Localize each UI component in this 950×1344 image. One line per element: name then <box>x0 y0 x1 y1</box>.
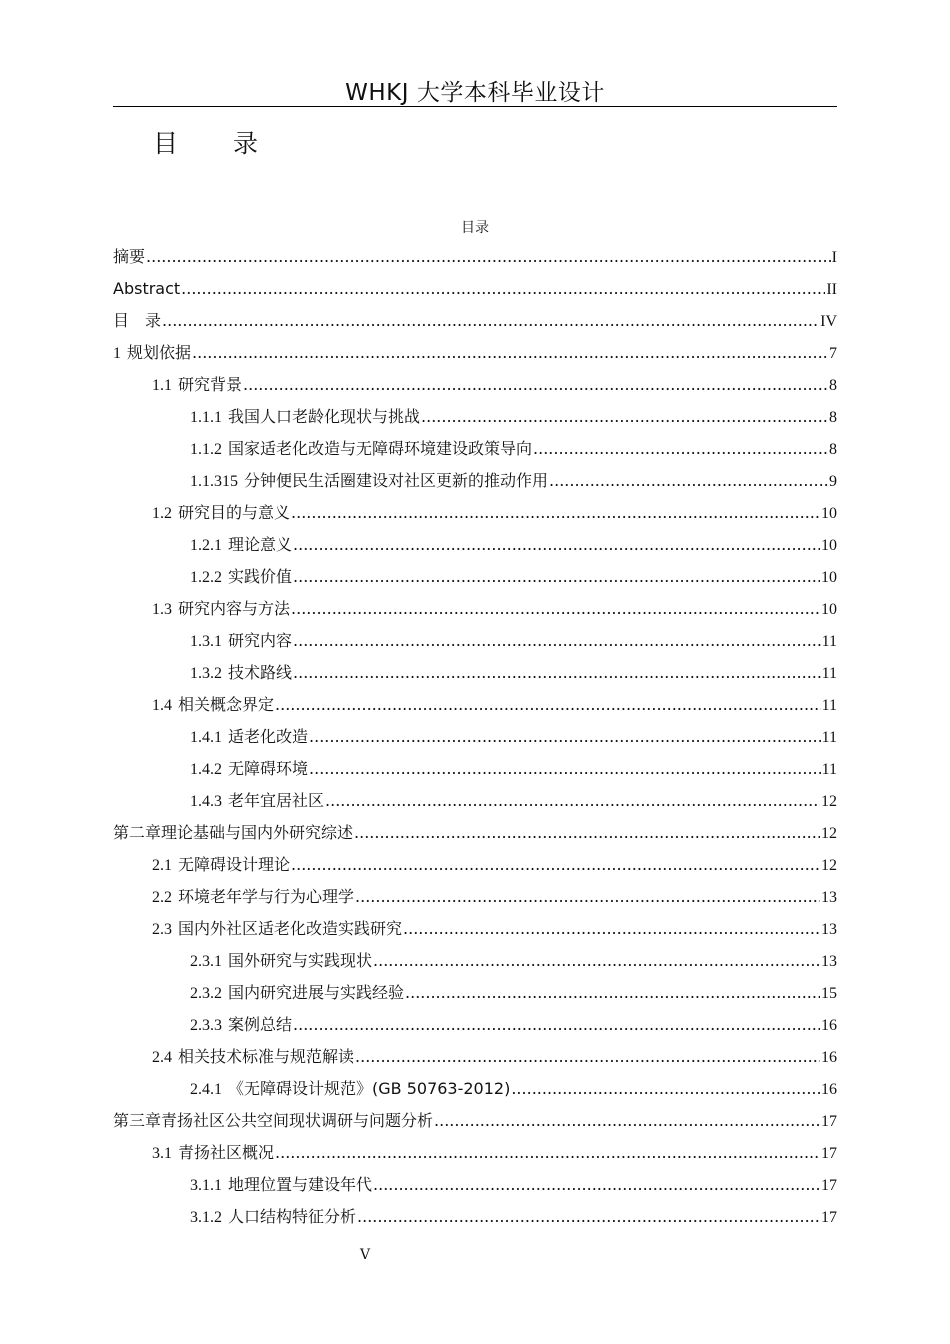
toc-dot-leader <box>357 1201 820 1233</box>
toc-entry-page: 11 <box>821 697 837 714</box>
toc-entry[interactable] <box>113 753 837 785</box>
toc-entry-page: 16 <box>821 1017 837 1034</box>
toc-entry-page: 15 <box>821 985 837 1002</box>
toc-dot-leader <box>181 273 825 305</box>
toc-entry-number: 1.1 <box>152 377 172 394</box>
toc-entry-label <box>152 369 242 402</box>
toc-entry[interactable] <box>113 529 837 561</box>
toc-entry[interactable] <box>113 689 837 721</box>
toc-entry-page: 11 <box>821 729 837 746</box>
toc-entry-label <box>190 529 292 562</box>
toc-caption: 目录 <box>461 220 489 236</box>
toc-entry-title: 目 录 <box>113 311 162 330</box>
toc-entry[interactable] <box>113 1169 837 1201</box>
toc-dot-leader <box>309 753 821 785</box>
toc-entry-label <box>190 1009 292 1042</box>
toc-entry-number: 1.1.315 <box>190 473 238 490</box>
toc-dot-leader <box>373 945 820 977</box>
toc-entry-page: 8 <box>829 409 837 426</box>
toc-entry-page: 10 <box>821 601 837 618</box>
toc-entry-title: 第三章青扬社区公共空间现状调研与问题分析 <box>113 1111 434 1130</box>
toc-entry-number: 1.3.2 <box>190 665 222 682</box>
toc-entry-number: 1.4.3 <box>190 793 222 810</box>
toc-entry-title: 国内研究进展与实践经验 <box>228 983 405 1002</box>
toc-dot-leader <box>434 1105 820 1137</box>
toc-entry[interactable] <box>113 1137 837 1169</box>
toc-entry-title: 实践价值 <box>228 567 293 586</box>
toc-entry-label <box>152 593 290 626</box>
toc-entry-page: 8 <box>829 441 837 458</box>
toc-entry-label <box>190 945 372 978</box>
toc-dot-leader <box>146 241 831 273</box>
toc-entry-number: 1.4.1 <box>190 729 222 746</box>
toc-entry-title: 无障碍环境 <box>228 759 309 778</box>
toc-entry-title: 理论意义 <box>228 535 293 554</box>
toc-entry-page: II <box>826 281 837 298</box>
toc-entry[interactable] <box>113 945 837 977</box>
toc-entry-label <box>113 241 145 273</box>
toc-dot-leader <box>243 369 828 401</box>
toc-entry-page: 10 <box>821 537 837 554</box>
toc-dot-leader <box>421 401 828 433</box>
toc-entry-label <box>152 689 274 722</box>
toc-entry-number: 3.1 <box>152 1145 172 1162</box>
toc-entry-number: 1.4 <box>152 697 172 714</box>
toc-entry-title: 相关技术标准与规范解读 <box>178 1047 355 1066</box>
toc-entry[interactable] <box>113 849 837 881</box>
toc-entry-title: 研究目的与意义 <box>178 503 291 522</box>
toc-entry-number: 1.2.2 <box>190 569 222 586</box>
toc-entry-title: 无障碍设计理论 <box>178 855 291 874</box>
toc-dot-leader <box>355 881 820 913</box>
toc-entry[interactable] <box>113 497 837 529</box>
toc-entry-title: 研究背景 <box>178 375 243 394</box>
toc-entry-label <box>113 305 161 337</box>
toc-entry[interactable] <box>113 1041 837 1073</box>
toc-entry-label <box>152 849 290 882</box>
toc-entry-page: 17 <box>821 1209 837 1226</box>
toc-entry-number: 2.3.2 <box>190 985 222 1002</box>
toc-dot-leader <box>275 689 821 721</box>
toc-entry-number: 2.3 <box>152 921 172 938</box>
footer-page-number: V <box>359 1247 371 1263</box>
toc-entry-page: 12 <box>821 825 837 842</box>
toc-entry-title: 老年宜居社区 <box>228 791 325 810</box>
toc-dot-leader <box>291 497 820 529</box>
toc-entry-title: 青扬社区概况 <box>178 1143 275 1162</box>
toc-entry[interactable] <box>113 1009 837 1041</box>
toc-entry-title: 案例总结 <box>228 1015 293 1034</box>
toc-entry-title: 研究内容与方法 <box>178 599 291 618</box>
toc-entry[interactable] <box>113 1201 837 1233</box>
toc-entry-page: 13 <box>821 953 837 970</box>
header-divider <box>113 106 837 107</box>
toc-entry-page: 11 <box>821 633 837 650</box>
toc-entry-label <box>152 881 354 914</box>
toc-entry-title: 《无障碍设计规范》(GB 50763-2012) <box>228 1079 511 1098</box>
toc-entry-label <box>190 753 308 786</box>
toc-entry-page: 17 <box>821 1145 837 1162</box>
toc-entry-page: 12 <box>821 857 837 874</box>
toc-entry-title: 国家适老化改造与无障碍环境建设政策导向 <box>228 439 533 458</box>
toc-entry[interactable] <box>113 337 837 369</box>
toc-dot-leader <box>373 1169 820 1201</box>
toc-entry[interactable] <box>113 401 837 433</box>
toc-entry-label <box>152 497 290 530</box>
toc-dot-leader <box>291 849 820 881</box>
toc-dot-leader <box>291 593 820 625</box>
toc-entry-label <box>152 913 402 946</box>
toc-entry-label <box>113 1105 433 1137</box>
toc-entry-page: 11 <box>821 761 837 778</box>
toc-dot-leader <box>354 817 820 849</box>
toc-entry-page: 13 <box>821 921 837 938</box>
toc-dot-leader <box>533 433 828 465</box>
toc-entry-title: 规划依据 <box>127 343 192 362</box>
toc-entry-page: 8 <box>829 377 837 394</box>
toc-entry-number: 2.3.3 <box>190 1017 222 1034</box>
toc-entry-number: 1.4.2 <box>190 761 222 778</box>
toc-dot-leader <box>403 913 820 945</box>
toc-entry-page: 9 <box>829 473 837 490</box>
toc-dot-leader <box>511 1073 820 1105</box>
toc-entry[interactable] <box>113 369 837 401</box>
toc-entry-page: 17 <box>821 1177 837 1194</box>
toc-entry-title: Abstract <box>113 279 181 298</box>
toc-entry-number: 1.3 <box>152 601 172 618</box>
toc-entry-page: 12 <box>821 793 837 810</box>
toc-entry[interactable] <box>113 657 837 689</box>
toc-entry-number: 3.1.2 <box>190 1209 222 1226</box>
toc-entry-page: I <box>831 249 837 266</box>
toc-dot-leader <box>293 625 821 657</box>
toc-dot-leader <box>355 1041 820 1073</box>
toc-entry-title: 适老化改造 <box>228 727 309 746</box>
toc-entry[interactable] <box>113 913 837 945</box>
toc-entry-page: 10 <box>821 569 837 586</box>
toc-entry-title: 环境老年学与行为心理学 <box>178 887 355 906</box>
toc-entry-number: 1.2 <box>152 505 172 522</box>
toc-entry-label <box>190 785 324 818</box>
toc-entry-number: 2.3.1 <box>190 953 222 970</box>
toc-entry-label <box>190 1201 356 1234</box>
table-of-contents <box>113 241 837 1233</box>
toc-entry-label <box>190 433 532 466</box>
toc-entry-label <box>152 1137 274 1170</box>
toc-entry-title: 人口结构特征分析 <box>228 1207 357 1226</box>
toc-entry-label <box>113 817 353 849</box>
toc-dot-leader <box>293 529 820 561</box>
toc-entry[interactable] <box>113 561 837 593</box>
toc-entry-title: 摘要 <box>113 247 146 266</box>
toc-entry[interactable] <box>113 273 837 305</box>
toc-dot-leader <box>293 657 821 689</box>
toc-entry-title: 相关概念界定 <box>178 695 275 714</box>
toc-entry-label <box>190 657 292 690</box>
toc-entry-title: 我国人口老龄化现状与挑战 <box>228 407 421 426</box>
toc-entry[interactable] <box>113 1073 837 1105</box>
toc-entry-label <box>190 977 404 1010</box>
toc-entry-number: 1 <box>113 345 121 362</box>
toc-entry-label <box>190 721 308 754</box>
toc-entry-label <box>190 625 292 658</box>
toc-entry-number: 1.1.1 <box>190 409 222 426</box>
toc-dot-leader <box>309 721 821 753</box>
toc-dot-leader <box>325 785 820 817</box>
toc-entry-number: 2.2 <box>152 889 172 906</box>
toc-entry[interactable] <box>113 593 837 625</box>
toc-entry-title: 分钟便民生活圈建设对社区更新的推动作用 <box>244 471 549 490</box>
toc-entry[interactable] <box>113 241 837 273</box>
toc-entry-number: 2.1 <box>152 857 172 874</box>
toc-entry-page: IV <box>820 313 837 330</box>
toc-entry-label <box>152 1041 354 1074</box>
toc-entry-label <box>113 273 180 305</box>
toc-dot-leader <box>549 465 828 497</box>
toc-entry[interactable] <box>113 433 837 465</box>
toc-entry-page: 13 <box>821 889 837 906</box>
toc-entry[interactable] <box>113 721 837 753</box>
toc-entry[interactable] <box>113 305 837 337</box>
toc-dot-leader <box>162 305 819 337</box>
page-header-title: WHKJ 大学本科毕业设计 <box>345 80 605 106</box>
toc-entry-title: 地理位置与建设年代 <box>228 1175 373 1194</box>
toc-entry-label <box>190 465 548 498</box>
toc-entry-title: 国内外社区适老化改造实践研究 <box>178 919 403 938</box>
toc-entry-label <box>190 1073 510 1106</box>
toc-entry-page: 16 <box>821 1081 837 1098</box>
toc-entry-title: 第二章理论基础与国内外研究综述 <box>113 823 354 842</box>
toc-dot-leader <box>293 1009 820 1041</box>
toc-entry-title: 国外研究与实践现状 <box>228 951 373 970</box>
toc-dot-leader <box>275 1137 820 1169</box>
toc-dot-leader <box>293 561 820 593</box>
toc-entry-title: 研究内容 <box>228 631 293 650</box>
toc-entry-title: 技术路线 <box>228 663 293 682</box>
toc-entry[interactable] <box>113 881 837 913</box>
toc-entry-label <box>113 337 191 370</box>
toc-entry-label <box>190 401 420 434</box>
toc-entry-label <box>190 1169 372 1202</box>
toc-entry-page: 10 <box>821 505 837 522</box>
toc-entry-number: 2.4.1 <box>190 1081 222 1098</box>
toc-entry-page: 7 <box>829 345 837 362</box>
toc-dot-leader <box>405 977 820 1009</box>
toc-entry-page: 16 <box>821 1049 837 1066</box>
toc-entry-number: 1.3.1 <box>190 633 222 650</box>
toc-dot-leader <box>192 337 828 369</box>
toc-entry-page: 17 <box>821 1113 837 1130</box>
toc-entry-number: 3.1.1 <box>190 1177 222 1194</box>
toc-entry-number: 1.1.2 <box>190 441 222 458</box>
toc-heading: 目 录 <box>153 129 274 158</box>
toc-entry[interactable] <box>113 785 837 817</box>
toc-entry[interactable] <box>113 977 837 1009</box>
toc-entry[interactable] <box>113 1105 837 1137</box>
toc-entry-number: 1.2.1 <box>190 537 222 554</box>
toc-entry[interactable] <box>113 465 837 497</box>
toc-entry[interactable] <box>113 625 837 657</box>
toc-entry-number: 2.4 <box>152 1049 172 1066</box>
toc-entry[interactable] <box>113 817 837 849</box>
toc-entry-page: 11 <box>821 665 837 682</box>
toc-entry-label <box>190 561 292 594</box>
